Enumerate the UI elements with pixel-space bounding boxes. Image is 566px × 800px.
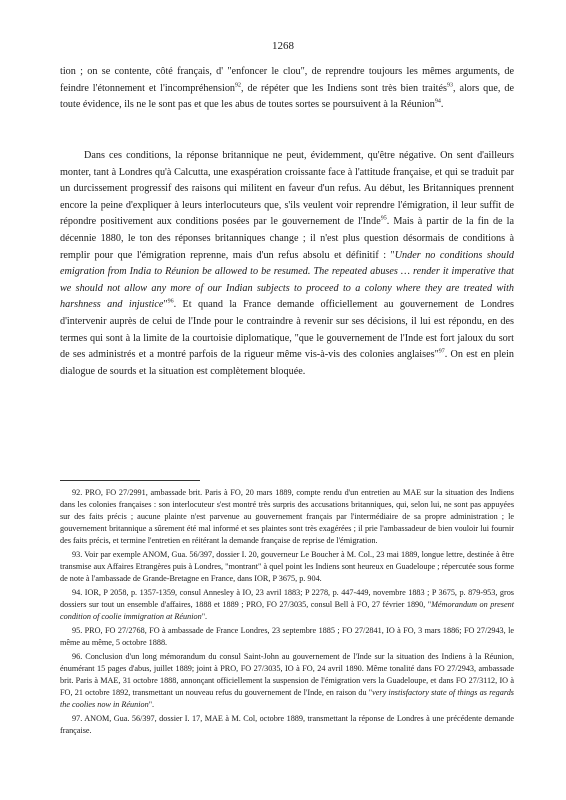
footnote-92 xyxy=(60,487,514,547)
footnote-ref-97[interactable]: 97 xyxy=(438,348,445,355)
footnote-ref-96[interactable]: 96 xyxy=(167,298,174,305)
para-text: . Mais à partir de la fin de la décennie 1880, le ton des réponses britanniques change ; il n'est plus question désormais de conditions à remplir pour que l'émigration reprenne, mais d'un refus absolu et définitif : " xyxy=(60,216,514,261)
body-paragraph-main xyxy=(60,148,514,380)
footnote-ref-95[interactable]: 95 xyxy=(380,215,387,222)
footnote-96 xyxy=(60,651,514,711)
footnote-text: 93. Voir par exemple ANOM, Gua. 56/397, dossier I. 20, gouverneur Le Boucher à M. Col., 23 mai 1889, longue lettre, destinée à être transmise aux Affaires Etrangères puis à Londres, "montrant" à quel point les Indiens sont heureux en Guadeloupe ; répercutée sous forme de note à l'ambassade de Grande-Bretagne en France, dans IOR, P 3675, p. 904. xyxy=(60,550,514,583)
footnotes-section xyxy=(60,487,514,739)
para-text: . On est en plein dialogue de sourds et la situation est complètement bloquée. xyxy=(60,349,514,377)
para-text: Dans ces conditions, la réponse britannique ne peut, évidemment, qu'être négative. On sent d'ailleurs monter, tant à Londres qu'à Calcutta, une exaspération croissante face à l'attitude française, et qui se traduit par un durcissement progressif des raisons qui militent en faveur d'un refus. Au début, les Britanniques prennent encore la peine d'expliquer à leurs interlocuteurs que, s'ils veulent voir reprendre l'émigration, il leur suffit de répondre positivement aux conditions posées par le gouvernement de l'Inde xyxy=(60,150,514,228)
para-text: . Et quand la France demande officiellement au gouvernement de Londres d'intervenir auprès de celui de l'Inde pour le contraindre à revenir sur ses décisions, il lui est répondu, en des termes qui sont à la limite de la courtoisie diplomatique, "que le gouvernement de l'Inde est fort jaloux du sort de ses administrés et a montré parfois de la rigueur même vis-à-vis des colonies anglaises" xyxy=(60,299,514,361)
footnote-text: ". xyxy=(148,700,155,709)
para-text: " xyxy=(163,299,168,311)
para-text: tion ; on se contente, côté français, d' "enfoncer le clou", de reprendre toujours les mêmes arguments, de feindre l'étonnement et l'incompréhension xyxy=(60,66,514,94)
footnote-ref-93[interactable]: 93 xyxy=(446,82,453,89)
footnote-text: 96. Conclusion d'un long mémorandum du consul Saint-John au gouvernement de l'Inde sur la situation des Indiens à la Réunion, énumérant 15 pages d'abus, juillet 1889; joint à PRO, FO 27/3035, IO à FO, 24 avril 1890. Même tonalité dans FO 27/2943, ambassade brit. Paris à MAE, 31 octobre 1888, annonçant officiellement la suspension de l'émigration vers la Guadeloupe, et dans FO 27/3112, IO à FO, 21 octobre 1892, transmettant un nouveau refus du gouvernement de l'Inde, en raison du " xyxy=(60,652,514,697)
footnote-text: 94. IOR, P 2058, p. 1357-1359, consul Annesley à IO, 23 avril 1883; P 2278, p. 447-449, novembre 1883 ; P 3675, p. 879-953, gros dossiers sur tout un ensemble d'affaires, 1888 et 1889 ; PRO, FO 27/3035, consul Bell à FO, 27 février 1890, " xyxy=(60,588,514,609)
footnote-95 xyxy=(60,625,514,649)
footnote-97 xyxy=(60,713,514,737)
footnote-separator xyxy=(60,480,200,481)
footnote-text: ". xyxy=(201,612,208,621)
para-text: . xyxy=(440,99,444,111)
body-paragraph-continued xyxy=(60,64,514,114)
para-text: , alors que, de toute évidence, ils ne le sont pas et que les abus de toutes sortes se poursuivent à la Réunion xyxy=(60,82,514,111)
footnote-94 xyxy=(60,587,514,623)
footnote-text: 92. PRO, FO 27/2991, ambassade brit. Paris à FO, 20 mars 1889, compte rendu d'un entretien au MAE sur la situation des Indiens dans les colonies françaises : son interlocuteur s'est montré très surpris des accusations britanniques, qui, selon lui, ne sont pas appuyées sur des faits précis ; aucune plainte n'est parvenue au gouvernement français par l'intermédiaire de sa propre administration ; le gouvernement britannique a sûrement été mal informé et ses plaintes sont très exagérées ; il prie l'ambassadeur de bien vouloir lui fournir des faits précis, et termine l'entretien en réitérant la demande française de reprise de l'émigration. xyxy=(60,488,514,545)
para-text: , de répéter que les Indiens sont très bien traités xyxy=(241,82,447,94)
footnote-italic-title: Mémorandum on present condition of coolie immigration at Réunion xyxy=(60,600,514,621)
footnote-ref-94[interactable]: 94 xyxy=(434,98,441,105)
footnote-ref-92[interactable]: 92 xyxy=(235,82,242,89)
footnote-93 xyxy=(60,549,514,585)
footnote-text: 97. ANOM, Gua. 56/397, dossier I. 17, MAE à M. Col, octobre 1889, transmettant la réponse de Londres à une précédente demande française. xyxy=(60,714,514,735)
page-number: 1268 xyxy=(272,40,294,52)
footnote-italic-quote: very instisfactory state of things as regards the coolies now in Réunion xyxy=(60,688,514,709)
footnote-text: 95. PRO, FO 27/2768, FO à ambassade de France Londres, 23 septembre 1885 ; FO 27/2841, IO à FO, 3 mars 1886; FO 27/2943, le même au même, 5 octobre 1888. xyxy=(60,626,514,647)
english-quote: Under no conditions should emigration from India to Réunion be allowed to be resumed. The repeated abuses … render it imperative that we should not allow any more of our Indian subjects to proceed to a colony where they are treated with harshness and injustice xyxy=(60,249,514,311)
